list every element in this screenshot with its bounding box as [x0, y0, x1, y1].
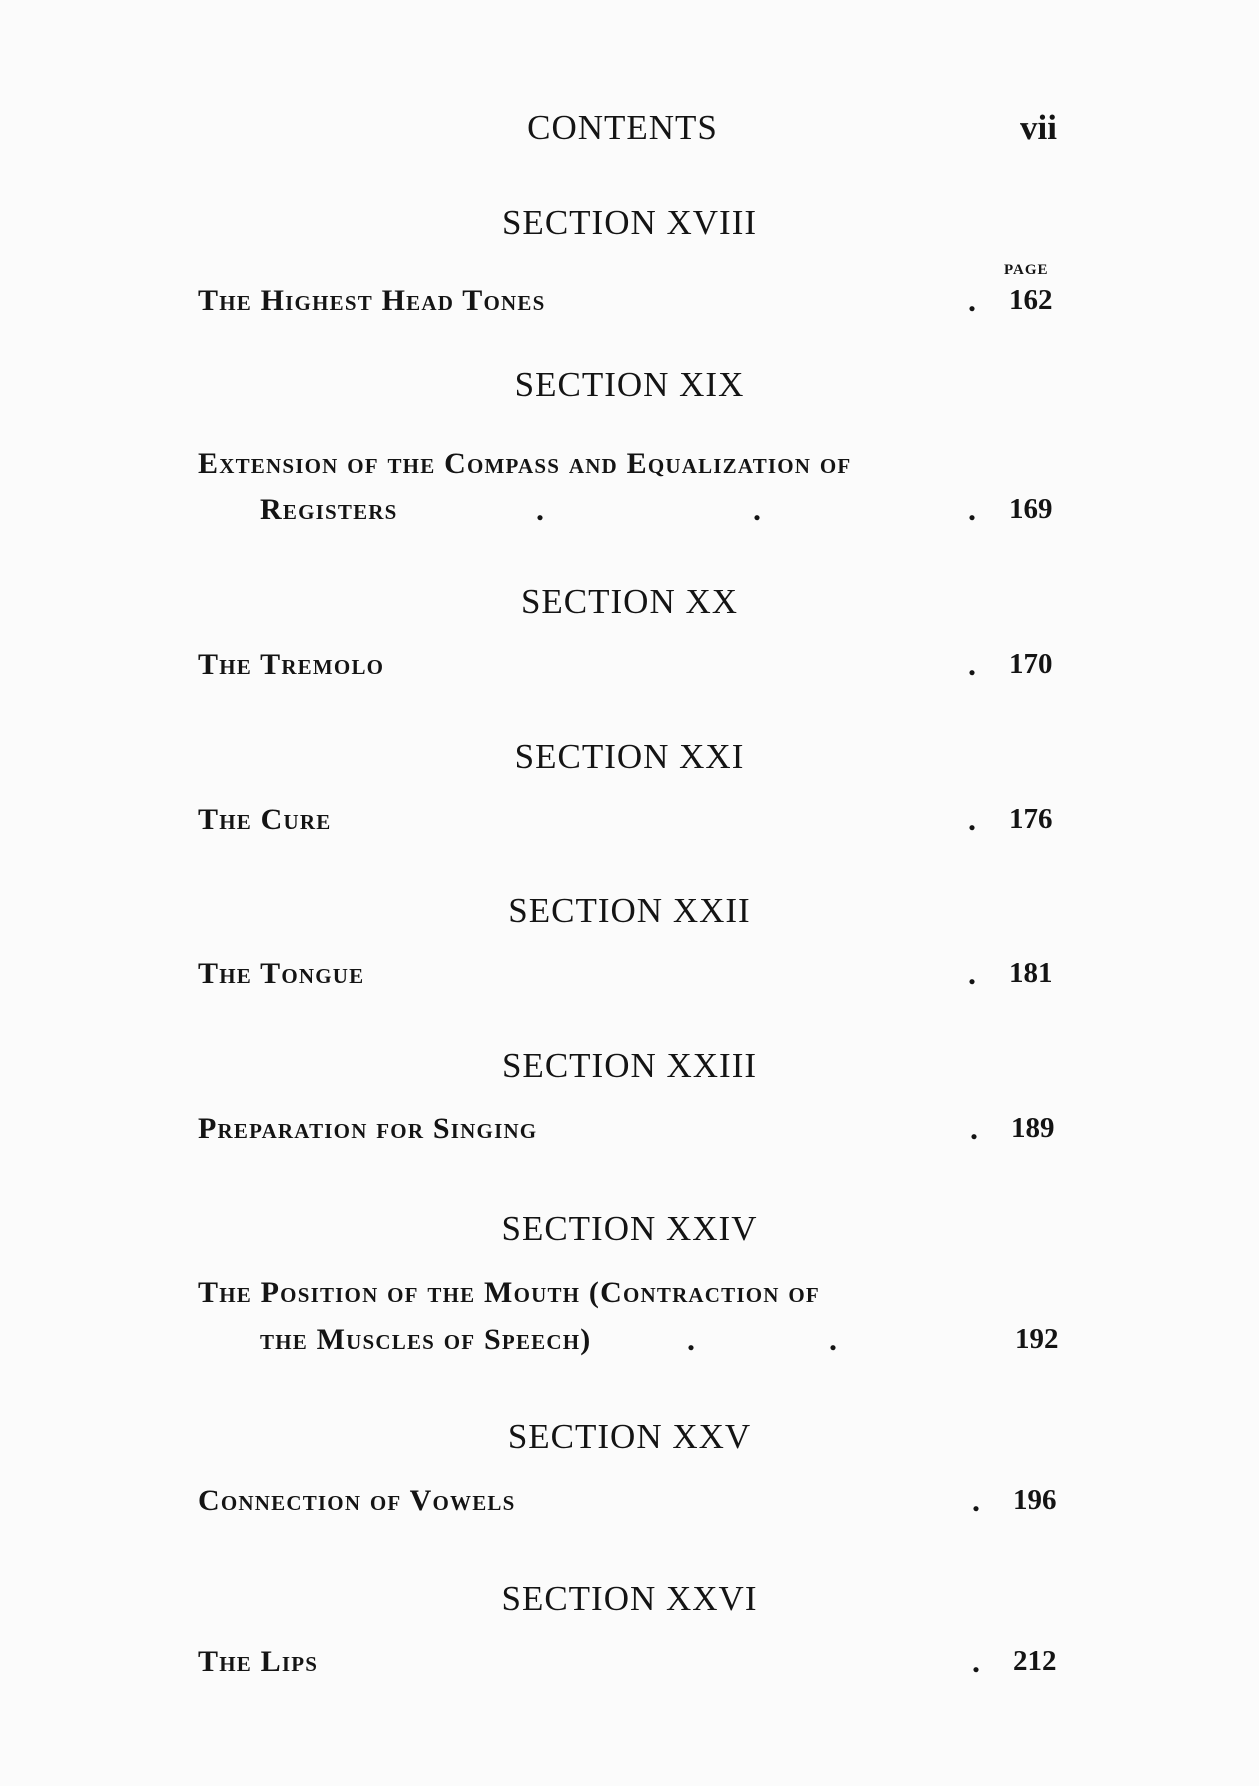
toc-page-number: 181 — [1009, 957, 1053, 989]
toc-entry-title: The Highest Head Tones — [198, 284, 546, 317]
toc-entry-title: Connection of Vowels — [198, 1484, 516, 1517]
toc-page-number: 162 — [1009, 284, 1053, 316]
toc-entry-title: The Cure — [198, 803, 332, 836]
toc-page-number: 169 — [1009, 493, 1053, 525]
toc-entry-title: The Position of the Mouth (Contraction of — [198, 1276, 820, 1309]
section-heading: SECTION XX — [520, 582, 739, 621]
toc-page-number: 192 — [1015, 1323, 1059, 1355]
toc-page-number: 212 — [1013, 1645, 1057, 1677]
toc-page-number: 189 — [1011, 1112, 1055, 1144]
section-heading: SECTION XIX — [514, 365, 745, 404]
leader-dot: . — [972, 1482, 980, 1518]
leader-dot: . — [970, 1110, 978, 1146]
leader-dot: . — [968, 955, 976, 991]
toc-page-number: 170 — [1009, 648, 1053, 680]
folio-number: vii — [1020, 108, 1057, 147]
leader-dot: . — [968, 801, 976, 837]
toc-page-number: 196 — [1013, 1484, 1057, 1516]
leader-dot: . — [968, 646, 976, 682]
running-header — [0, 108, 1259, 148]
leader-dot: . — [753, 491, 761, 527]
section-heading: SECTION XXII — [508, 891, 751, 930]
leader-dot: . — [829, 1321, 837, 1357]
toc-entry-title: The Tremolo — [198, 648, 385, 681]
leader-dot: . — [972, 1643, 980, 1679]
section-heading: SECTION XXIV — [501, 1209, 758, 1248]
section-heading: SECTION XXV — [507, 1417, 752, 1456]
toc-entry-title-continued: the Muscles of Speech) — [260, 1323, 592, 1356]
toc-entry-title: The Lips — [198, 1645, 319, 1678]
leader-dot: . — [968, 282, 976, 318]
leader-dot: . — [687, 1321, 695, 1357]
section-heading: SECTION XXVI — [501, 1579, 758, 1618]
section-heading: SECTION XVIII — [501, 203, 758, 242]
toc-entry-title: The Tongue — [198, 957, 365, 990]
toc-entry-title-continued: Registers — [260, 493, 398, 526]
running-header-title: CONTENTS — [527, 108, 718, 147]
page-column-label: PAGE — [1004, 262, 1049, 278]
section-heading: SECTION XXI — [514, 737, 745, 776]
leader-dot: . — [536, 491, 544, 527]
toc-page-number: 176 — [1009, 803, 1053, 835]
toc-entry-title: Extension of the Compass and Equalization of — [198, 447, 852, 480]
section-heading: SECTION XXIII — [501, 1046, 758, 1085]
leader-dot: . — [968, 491, 976, 527]
toc-entry-title: Preparation for Singing — [198, 1112, 538, 1145]
